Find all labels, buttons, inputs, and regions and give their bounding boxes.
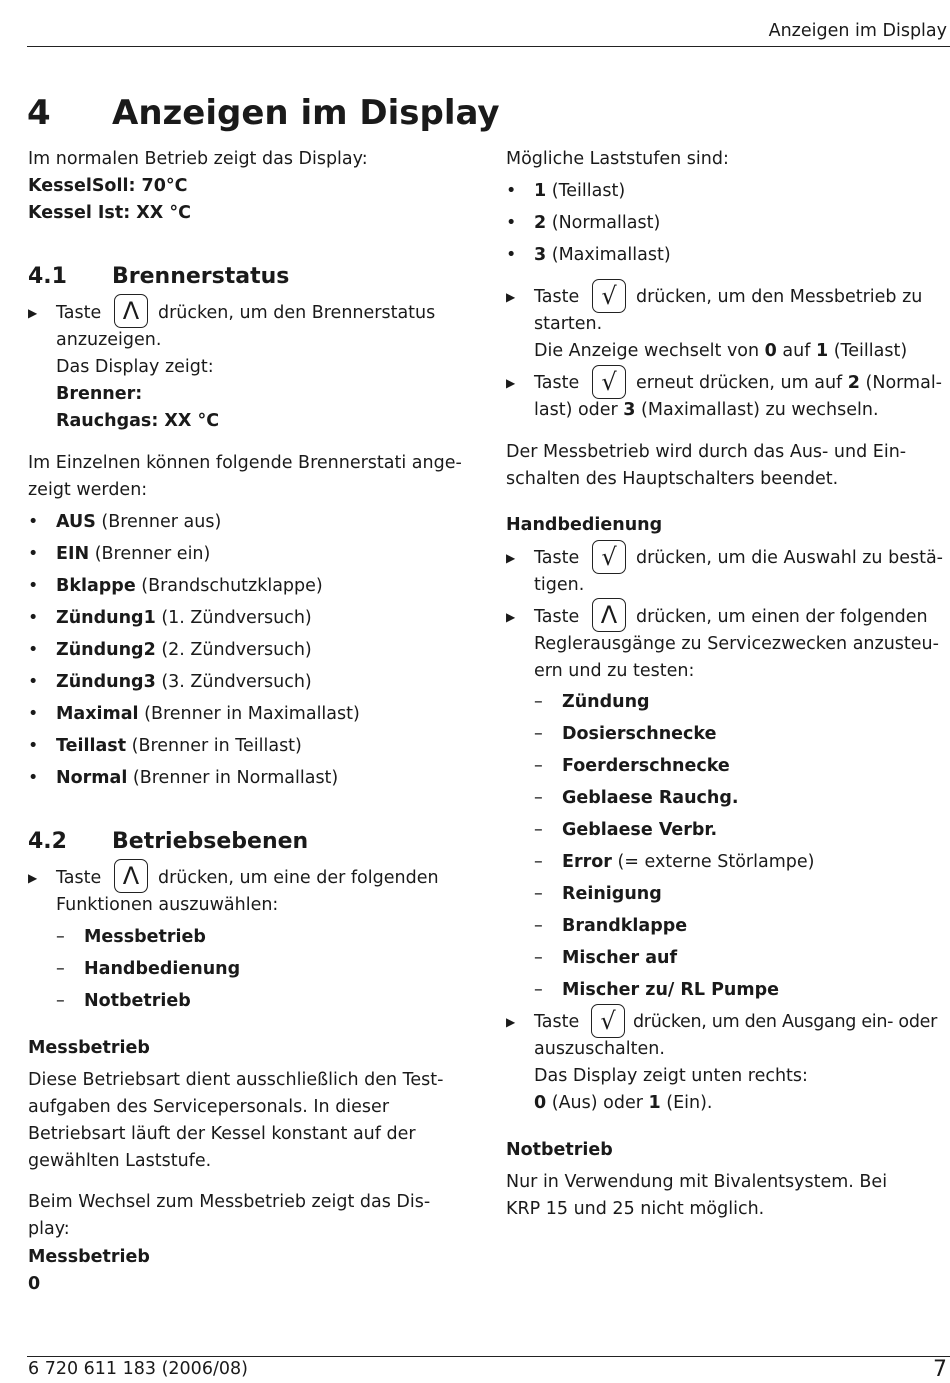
step-arrow-icon: ▶ bbox=[28, 871, 38, 885]
display-line: Rauchgas: XX °C bbox=[56, 411, 220, 431]
step-text: drücken, um den Ausgang ein- oder bbox=[633, 1012, 937, 1032]
dash-icon: – bbox=[534, 980, 543, 1000]
paragraph: aufgaben des Servicepersonals. In dieser bbox=[28, 1097, 390, 1117]
bullet-icon: • bbox=[28, 672, 39, 692]
bullet-icon: • bbox=[28, 576, 39, 596]
paragraph: play: bbox=[28, 1219, 70, 1239]
mode-item: Messbetrieb bbox=[84, 927, 206, 947]
chapter-title: Anzeigen im Display bbox=[112, 93, 500, 133]
dash-icon: – bbox=[534, 692, 543, 712]
step-text: drücken, um eine der folgenden bbox=[158, 868, 439, 888]
dash-icon: – bbox=[56, 927, 65, 947]
step-arrow-icon: ▶ bbox=[506, 290, 516, 304]
step-text: drücken, um den Messbetrieb zu bbox=[636, 287, 923, 307]
step-text: Taste bbox=[534, 548, 580, 568]
section-title: Brennerstatus bbox=[112, 264, 290, 289]
step-text: drücken, um die Auswahl zu bestä- bbox=[636, 548, 943, 568]
ok-key-icon: √ bbox=[591, 1004, 625, 1038]
step-text: ern und zu testen: bbox=[534, 661, 695, 681]
dash-icon: – bbox=[534, 948, 543, 968]
section-title: Betriebsebenen bbox=[112, 829, 309, 854]
step-arrow-icon: ▶ bbox=[506, 551, 516, 565]
bullet-icon: • bbox=[28, 736, 39, 756]
step-text: Funktionen auszuwählen: bbox=[56, 895, 279, 915]
list-item: Geblaese Rauchg. bbox=[562, 788, 739, 808]
step-text: drücken, um einen der folgenden bbox=[636, 607, 928, 627]
subheading: Messbetrieb bbox=[28, 1038, 150, 1058]
list-item: Zündung2 (2. Zündversuch) bbox=[56, 640, 312, 660]
list-item: Mischer auf bbox=[562, 948, 678, 968]
step-arrow-icon: ▶ bbox=[506, 376, 516, 390]
list-item: Geblaese Verbr. bbox=[562, 820, 718, 840]
step-text: Das Display zeigt unten rechts: bbox=[534, 1066, 808, 1086]
dash-icon: – bbox=[534, 788, 543, 808]
bullet-icon: • bbox=[28, 640, 39, 660]
bullet-icon: • bbox=[28, 608, 39, 628]
step-text: Das Display zeigt: bbox=[56, 357, 214, 377]
step-text: last) oder 3 (Maximallast) zu wechseln. bbox=[534, 400, 879, 420]
list-item: 3 (Maximallast) bbox=[534, 245, 671, 265]
paragraph: Im Einzelnen können folgende Brennerstati ange- bbox=[28, 453, 462, 473]
paragraph: Diese Betriebsart dient ausschließlich den Test- bbox=[28, 1070, 444, 1090]
list-item: Brandklappe bbox=[562, 916, 688, 936]
list-item: Zündung1 (1. Zündversuch) bbox=[56, 608, 312, 628]
header-rule bbox=[27, 46, 950, 47]
paragraph: zeigt werden: bbox=[28, 480, 148, 500]
display-line: Kessel Ist: XX °C bbox=[28, 203, 191, 223]
display-line: KesselSoll: 70°C bbox=[28, 176, 188, 196]
paragraph: KRP 15 und 25 nicht möglich. bbox=[506, 1199, 765, 1219]
paragraph: Der Messbetrieb wird durch das Aus- und Ein- bbox=[506, 442, 907, 462]
step-text: drücken, um den Brennerstatus bbox=[158, 303, 436, 323]
list-item: 1 (Teillast) bbox=[534, 181, 626, 201]
section-number: 4.1 bbox=[28, 264, 67, 289]
paragraph: gewählten Laststufe. bbox=[28, 1151, 212, 1171]
paragraph: Mögliche Laststufen sind: bbox=[506, 149, 729, 169]
step-text: Taste bbox=[56, 868, 102, 888]
bullet-icon: • bbox=[28, 512, 39, 532]
ok-key-icon: √ bbox=[592, 365, 626, 399]
list-item: Zündung3 (3. Zündversuch) bbox=[56, 672, 312, 692]
chapter-number: 4 bbox=[27, 93, 51, 133]
step-text: anzuzeigen. bbox=[56, 330, 162, 350]
list-item: Teillast (Brenner in Teillast) bbox=[56, 736, 302, 756]
step-text: Taste bbox=[534, 607, 580, 627]
list-item: Bklappe (Brandschutzklappe) bbox=[56, 576, 323, 596]
step-text: Taste bbox=[534, 373, 580, 393]
dash-icon: – bbox=[534, 916, 543, 936]
ok-key-icon: √ bbox=[592, 540, 626, 574]
list-item: Error (= externe Störlampe) bbox=[562, 852, 815, 872]
list-item: Zündung bbox=[562, 692, 650, 712]
step-text: Die Anzeige wechselt von 0 auf 1 (Teillast) bbox=[534, 341, 908, 361]
step-text: erneut drücken, um auf 2 (Normal- bbox=[636, 373, 942, 393]
step-text: 0 (Aus) oder 1 (Ein). bbox=[534, 1093, 713, 1113]
dash-icon: – bbox=[534, 756, 543, 776]
up-key-icon: Λ bbox=[592, 598, 626, 632]
bullet-icon: • bbox=[506, 245, 517, 265]
dash-icon: – bbox=[56, 991, 65, 1011]
list-item: Mischer zu/ RL Pumpe bbox=[562, 980, 780, 1000]
list-item: 2 (Normallast) bbox=[534, 213, 661, 233]
step-text: Reglerausgänge zu Servicezwecken anzusteu- bbox=[534, 634, 939, 654]
step-text: Taste bbox=[56, 303, 102, 323]
list-item: Reinigung bbox=[562, 884, 662, 904]
step-text: Taste bbox=[534, 287, 580, 307]
display-line: Messbetrieb bbox=[28, 1247, 150, 1267]
up-key-icon: Λ bbox=[114, 859, 148, 893]
step-text: Taste bbox=[534, 1012, 580, 1032]
step-arrow-icon: ▶ bbox=[506, 610, 516, 624]
step-arrow-icon: ▶ bbox=[28, 306, 38, 320]
list-item: AUS (Brenner aus) bbox=[56, 512, 222, 532]
list-item: EIN (Brenner ein) bbox=[56, 544, 211, 564]
mode-item: Notbetrieb bbox=[84, 991, 191, 1011]
paragraph: Beim Wechsel zum Messbetrieb zeigt das Dis- bbox=[28, 1192, 431, 1212]
step-text: starten. bbox=[534, 314, 603, 334]
bullet-icon: • bbox=[28, 768, 39, 788]
step-text: auszuschalten. bbox=[534, 1039, 665, 1059]
list-item: Foerderschnecke bbox=[562, 756, 730, 776]
paragraph: Nur in Verwendung mit Bivalentsystem. Bei bbox=[506, 1172, 888, 1192]
bullet-icon: • bbox=[506, 213, 517, 233]
ok-key-icon: √ bbox=[592, 279, 626, 313]
display-line: Brenner: bbox=[56, 384, 143, 404]
dash-icon: – bbox=[534, 852, 543, 872]
list-item: Maximal (Brenner in Maximallast) bbox=[56, 704, 360, 724]
dash-icon: – bbox=[56, 959, 65, 979]
bullet-icon: • bbox=[28, 544, 39, 564]
dash-icon: – bbox=[534, 820, 543, 840]
list-item: Dosierschnecke bbox=[562, 724, 717, 744]
bullet-icon: • bbox=[506, 181, 517, 201]
step-text: tigen. bbox=[534, 575, 585, 595]
paragraph: schalten des Hauptschalters beendet. bbox=[506, 469, 839, 489]
document-number: 6 720 611 183 (2006/08) bbox=[28, 1359, 248, 1379]
paragraph: Betriebsart läuft der Kessel konstant auf der bbox=[28, 1124, 416, 1144]
subheading: Notbetrieb bbox=[506, 1140, 613, 1160]
list-item: Normal (Brenner in Normallast) bbox=[56, 768, 339, 788]
dash-icon: – bbox=[534, 884, 543, 904]
up-key-icon: Λ bbox=[114, 294, 148, 328]
dash-icon: – bbox=[534, 724, 543, 744]
bullet-icon: • bbox=[28, 704, 39, 724]
subheading: Handbedienung bbox=[506, 515, 663, 535]
display-line: 0 bbox=[28, 1274, 41, 1294]
step-arrow-icon: ▶ bbox=[506, 1015, 516, 1029]
running-header: Anzeigen im Display bbox=[768, 21, 947, 41]
page-number: 7 bbox=[933, 1357, 947, 1382]
intro-text: Im normalen Betrieb zeigt das Display: bbox=[28, 149, 368, 169]
section-number: 4.2 bbox=[28, 829, 67, 854]
mode-item: Handbedienung bbox=[84, 959, 241, 979]
